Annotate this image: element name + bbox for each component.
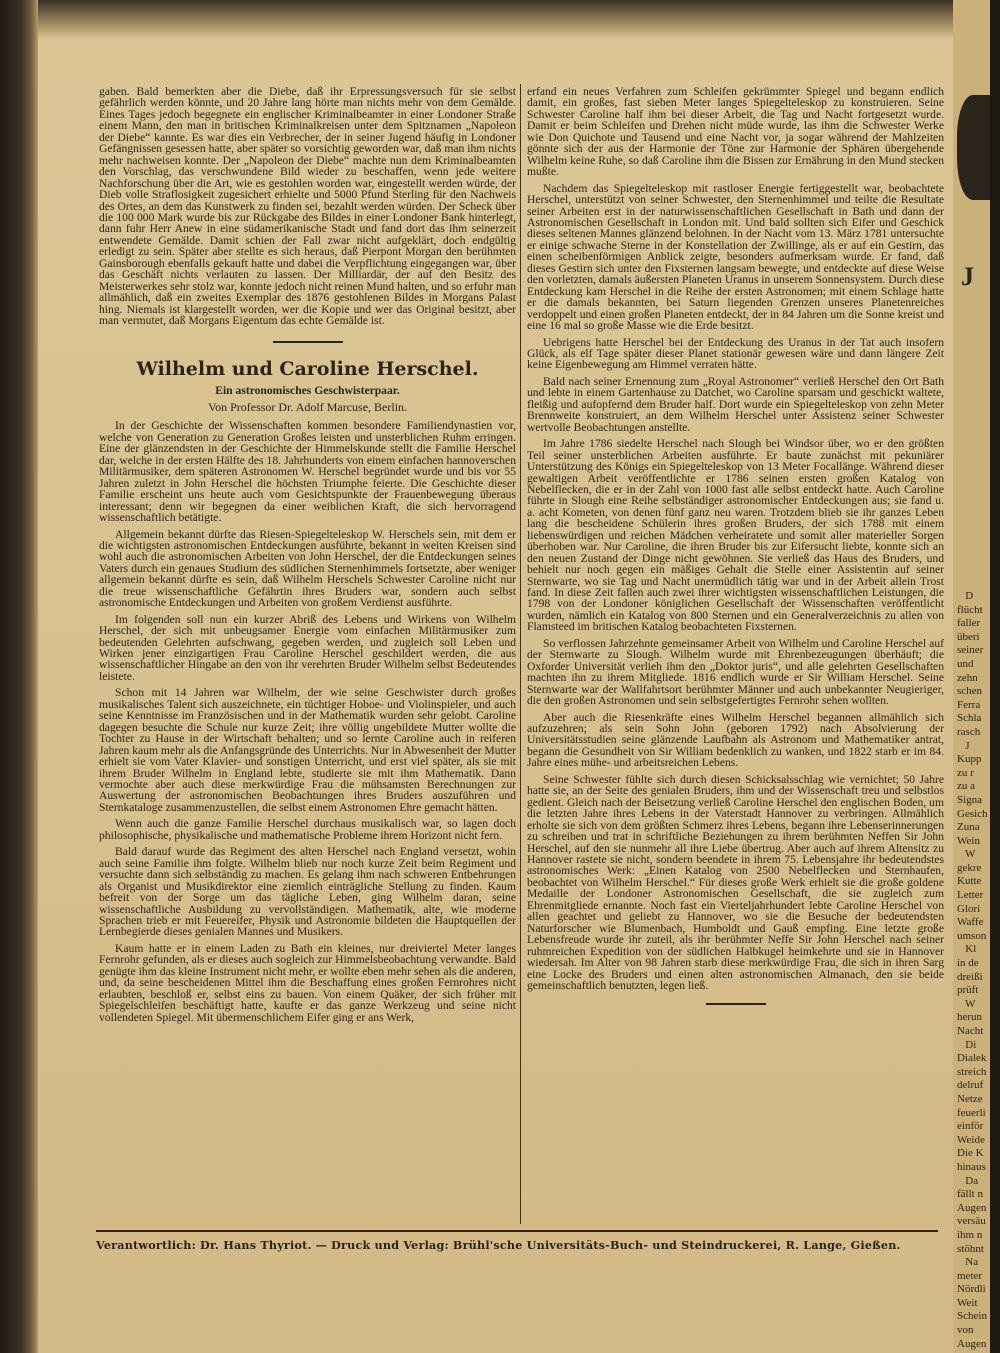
article-paragraph: Uebrigens hatte Herschel bei der Entdeckung des Uranus in der Tat auch insofern Glück, als elf Tage später dieser Planet stationär gewesen wäre und dann längere Zeit keine Eigenbewegung am Himmel verraten hätte. [527, 335, 944, 372]
article-paragraph: Im Jahre 1786 siedelte Herschel nach Slough bei Windsor über, wo er den größten Teil seiner unsterblichen Arbeiten ausführte. Er baute zunächst mit pekuniärer Unterstützung des Königs ein Spiegelteleskop von 13 Meter Focallänge. Während dieser gewaltigen Arbeit veröffentlichte er 1786 seinen ersten großen Katalog von Nebelflecken, die er in der Zahl von 1000 fast alle selbst entdeckt hatte. Auch Caroline führte in Slough eine Reihe selbständiger astronomischer Entdeckungen aus; sie fand u. a. acht Kometen, von denen fünf ganz neu waren. Trotzdem blieb sie ihr ganzes Leben lang die bescheidene Schülerin ihres großen Bruders, der sich 1788 mit einem liebenswürdigen und reichen Mädchen verheiratete und somit aller materieller Sorgen überhoben war. Nur Caroline, die ihren Bruder bis zur Eifersucht liebte, konnte sich an den neuen Zustand der Dinge nicht gewöhnen. Sie verließ das Haus des Bruders, und behielt nur noch gegen ein mäßiges Gehalt die Stelle einer Assistentin auf seiner Sternwarte, wo sie Tag und Nacht unermüdlich tätig war und in der Arbeit allein Trost fand. In diese Zeit fallen auch zwei ihrer wichtigsten wissenschaftlichen Leistungen, die 1798 von der Londoner königlichen Gesellschaft der Wissenschaften veröffentlicht wurden, nämlich ein Katalog von 800 Sternen und ein Generalverzeichnis zu allen von Flamsteed im britischen Katalog beobachteten Fixsternen. [527, 437, 944, 634]
article-paragraph: Bald darauf wurde das Regiment des alten Herschel nach England versetzt, wohin auch seine Familie ihm folgte. Wilhelm blieb nur noch kurze Zeit beim Regiment und versuchte dann sich selbständig zu machen. Es gelang ihm nach schweren Entbehrungen als Organist und Musikdirektor eine ziemlich einträgliche Stellung zu finden. Kaum befreit von der Sorge um das tägliche Leben, ging Wilhelm daran, seine wissenschaftliche Ausbildung zu vervollständigen. Mathematik, alte, wie moderne Sprachen trieb er mit Feuereifer, Physik und Astronomie bildeten die Hauptquellen der Lernbegierde dieses genialen Mannes und Musikers. [99, 845, 516, 939]
adjacent-page-fragments: D flücht faller überi seiner und zehn schen Ferra Schla rasch J Kupp zu r zu a Signa Gesich Zuna Wein W gekre Kutte Letter Glori Waffe umson Kl in de dreißi prüft W herun Nacht Di Dialek streich delruf Netze feuerli einför Weide Die K hinaus Da fällt n Augen versäu ihm n stöhnt Na meter Nördli Weit Schein von Augen [957, 590, 988, 1350]
previous-article-tail: gaben. Bald bemerkten aber die Diebe, daß ihr Erpressungsversuch für sie selbst gefährlich werden könnte, und 20 Jahre lang hörte man nichts mehr von dem Gemälde. Eines Tages jedoch begegnete ein englischer Kriminalbeamter in einer Londoner Straße einem Mann, den man in britischen Kriminalkreisen unter dem Spitznamen „Napoleon der Diebe“ kannte. Es war dies ein Verbrecher, der in seiner Jugend häufig in Londoner Gefängnissen gesessen hatte, aber später so vorsichtig geworden war, daß man ihm nichts mehr nachweisen konnte. Der „Napoleon der Diebe“ machte nun dem Kriminalbeamten den Vorschlag, das verschwundene Bild wieder zu beschaffen, wenn jede weitere Nachforschung über die Art, wie es gestohlen worden war, eingestellt werden würde, der Dieb volle Straflosigkeit zugesichert erhielte und 5000 Pfund Sterling für den Nachweis des Ortes, an dem das Kunstwerk zu finden sei, bezahlt werden würden. Der Scheck über die 100 000 Mark wurde bis zur Rückgabe des Bildes in einer Londoner Bank hinterlegt, dann fuhr Herr Anew in eine südamerikanische Stadt und fand dort das ihm seinerzeit entwendete Gemälde. Damit schien der Fall zwar nicht aufgeklärt, doch endgültig erledigt zu sein. Später aber stellte es sich heraus, daß Pierpont Morgan den berühmten Gainsborough ebenfalls gekauft hatte und dabei die Verpflichtung eingegangen war, über das Geschäft nichts verlauten zu lassen. Der Milliardär, der auf den Besitz des Meisterwerkes sehr stolz war, konnte jedoch nicht reinen Mund halten, und so erfuhr man allmählich, daß ein zweites Exemplar des 1876 gestohlenen Bildes in Morgans Palast hing. Niemals ist klargestellt worden, wer die Kopie und wer das Original besitzt, aber man vermutet, daß Morgans Eigentum das echte Gemälde ist. [99, 85, 516, 328]
column-divider [520, 84, 521, 1224]
article-end-rule [706, 1003, 766, 1005]
article-subtitle: Ein astronomisches Geschwisterpaar. [215, 383, 400, 397]
article-paragraph: Aber auch die Riesenkräfte eines Wilhelm Herschel begannen allmählich sich aufzuzehren; als sein Sohn John (geboren 1792) nach Absolvierung der Universitätsstudien seine glänzende Laufbahn als Astronom und Mathematiker antrat, begann die Gesundheit von Sir William bedenklich zu wanken, und 1822 starb er im 84. Jahre eines mühe- und arbeitsreichen Lebens. [527, 710, 944, 770]
page-top-shadow [38, 0, 953, 40]
article-paragraph: Kaum hatte er in einem Laden zu Bath ein kleines, nur dreiviertel Meter langes Fernrohr gefunden, als er dieses auch sogleich zur Himmelsbeobachtung verwandte. Bald genügte ihm das kleine Instrument nicht mehr, er wollte eben mehr sehen als die anderen, und, da seine bescheidenen Mittel ihm die Beschaffung eines großen Fernrohres nicht erlaubten, beschloß er, selbst eins zu bauen. Von einem Quäker, der sich früher mit Spiegelschleifen beschäftigt hatte, kaufte er das ganze Werkzeug und seine nicht vollendeten Spiegel. Mit übermenschlichem Eifer ging er ans Werk, [99, 941, 516, 1024]
article-paragraph: Schon mit 14 Jahren war Wilhelm, der wie seine Geschwister durch großes musikalisches Talent sich auszeichnete, ein tüchtiger Hoboe- und Violinspieler, und auch seine Kenntnisse im Französischen und in der Mathematik wurden sehr gelobt. Caroline dagegen besuchte die Schule nur kurze Zeit; ihre völlig ungebildete Mutter wollte die Tochter zu Hause in der Wirtschaft behalten; und so lernte Caroline auch in reiferen Jahren kaum mehr als die Anfangsgründe des Unterrichts. Nur in Abwesenheit der Mutter erhielt sie vom Vater Klavier- und sonstigen Unterricht, und erst viel später, als sie mit ihrem Bruder Wilhelm in England lebte, studierte sie mit ihm Mathematik. Dann vermochte aber auch diese merkwürdige Frau die mühsamsten Berechnungen zur Auswertung der astronomischen Beobachtungen ihres Bruders auszuführen und Sternkataloge zusammenzustellen, die selbst einem Astronomen Ehre gemacht hätten. [99, 686, 516, 814]
adjacent-heading-letter: J [961, 262, 974, 291]
article-byline: Von Professor Dr. Adolf Marcuse, Berlin. [207, 399, 408, 414]
article-paragraph: Allgemein bekannt dürfte das Riesen-Spiegelteleskop W. Herschels sein, mit dem er die wichtigsten astronomischen Entdeckungen ausführte, bekannt in weiten Kreisen sind wohl auch die astronomischen Arbeiten von John Herschel, der die Entdeckungen seines Vaters durch ein genaues Studium des südlichen Sternenhimmels fortsetzte, aber weniger allgemein bekannt dürfte es sein, daß Wilhelm Herschels Schwester Caroline nicht nur die treue wissenschaftliche Gefährtin ihres Bruders war, sondern auch selbst astronomische Entdeckungen und Arbeiten von großem Verdienst ausführte. [99, 527, 516, 610]
page-edge [990, 0, 1000, 1353]
imprint-footer: Verantwortlich: Dr. Hans Thyriot. — Druck und Verlag: Brühl'sche Universitäts-Buch- und Steindruckerei, R. Lange, Gießen. [96, 1238, 901, 1252]
article-paragraph: erfand ein neues Verfahren zum Schleifen gekrümmter Spiegel und begann endlich damit, ein großes, fast sieben Meter langes Spiegelteleskop zu konstruieren. Seine Schwester Caroline half ihm bei dieser Arbeit, die Tag und Nacht fortgesetzt wurde. Damit er beim Schleifen und Drehen nicht müde wurde, las ihm die Schwester Werke wie Don Quichote und Tausend und eine Nacht vor, ja sogar während der Mahlzeiten gönnte sich der aus der Harmonie der Töne zur Harmonie der Sphären übergehende Wilhelm keine Ruhe, so daß Caroline ihm die Bissen zur Ernährung in den Mund stecken mußte. [527, 85, 944, 179]
left-column [99, 86, 516, 1028]
footer-rule [96, 1230, 938, 1232]
adjacent-page-strip [953, 0, 1000, 1353]
right-column [527, 86, 944, 1005]
article-title: Wilhelm und Caroline Herschel. [136, 357, 479, 380]
book-binding [0, 0, 38, 1353]
article-paragraph: Wenn auch die ganze Familie Herschel durchaus musikalisch war, so lagen doch philosophische, physikalische und mathematische Probleme ihrem Horizont nicht fern. [99, 817, 516, 842]
article-paragraph: So verflossen Jahrzehnte gemeinsamer Arbeit von Wilhelm und Caroline Herschel auf der Sternwarte zu Slough. Wilhelm wurde mit Ehrenbezeugungen überhäuft; die Oxforder Universität verlieh ihm den „Doktor juris“, und alle gelehrten Gesellschaften machten ihn zu ihrem Mitgliede. 1816 endlich wurde er Sir William Herschel. Seine Sternwarte war der Wallfahrtsort berühmter Männer und auch unbekannter Neugieriger, die den großen Astronomen und sein selbstgefertigtes Fernrohr sehen wollten. [527, 636, 944, 708]
article-paragraph: Seine Schwester fühlte sich durch diesen Schicksalsschlag wie vernichtet; 50 Jahre hatte sie, an der Seite des genialen Bruders, ihm und der Wissenschaft treu und selbstlos gedient. Gleich nach der Beisetzung verließ Caroline Herschel den englischen Boden, um die letzten Jahre ihres Lebens in der Vaterstadt Hannover zu verbringen. Allmählich erholte sie sich von dem größten Schmerz ihres Lebens, begann ihre Lebenserinnerungen zu schreiben und trat in schriftliche Beziehungen zu ihrem berühmten Neffen Sir John Herschel, auf den sie nunmehr all ihre Liebe übertrug. Aber auch auf ihrem Altensitz zu Hannover rastete sie nicht, sondern beendete in ihrem 75. Lebensjahre ihr bedeutendstes astronomisches Werk: „Einen Katalog von 2500 Nebelflecken und Sternhaufen, beobachtet von Wilhelm Herschel.“ Für dieses große Werk erhielt sie die große goldene Medaille der Londoner Astronomischen Gesellschaft, die sie zugleich zum Ehrenmitgliede ernannte. Noch fast ein Vierteljahrhundert lebte Caroline Herschel von allen geachtet und geliebt zu Hannover, wo sie die Besuche der bedeutendsten Naturforscher wie Blumenbach, Humboldt und Gauß empfing. Eine letzte große Lebensfreude wurde ihr zuteil, als ihr berühmter Neffe Sir John Herschel nach seiner ruhmreichen Expedition von der südlichen Halbkugel heimkehrte und sie in Hannover wiedersah. Im Alter von 98 Jahren starb diese merkwürdige Frau, die sich in ihren Sarg eine Locke des Bruders und einen alten astronomischen Almanach, den sie beide gemeinschaftlich benutzten, legen ließ. [527, 772, 944, 992]
article-paragraph: Im folgenden soll nun ein kurzer Abriß des Lebens und Wirkens von Wilhelm Herschel, der sich mit unbeugsamer Energie vom einfachen Militärmusiker zum bedeutenden Gelehrten aufschwang, gegeben werden, und zugleich soll Leben und Wirken jener einzigartigen Frau Caroline Herschel geschildert werden, die aus wissenschaftlicher Hingabe an den von ihr verehrten Bruder Wilhelm selbst Bedeutendes leistete. [99, 612, 516, 683]
article-paragraph: In der Geschichte der Wissenschaften kommen besondere Familiendynastien vor, welche von Generation zu Generation Großes leisten und unsterblichen Ruhm erringen. Eine der glänzendsten in der Geschichte der Himmelskunde stellt die Familie Herschel dar, welche in der ersten Hälfte des 18. Jahrhunderts von einem einfachen hannoverschen Militärmusiker, dem späteren Astronomen W. Herschel begründet wurde und bis vor 55 Jahren zuletzt in John Herschel die höchsten Triumphe feierte. Die Geschichte dieser Familie erscheint uns heute auch vom Gesichtspunkte der Frauenbewegung überaus interessant; denn wir begegnen da einer weiblichen Kraft, die sich hervorragend wissenschaftlich betätigte. [99, 419, 516, 525]
article-separator [273, 341, 343, 343]
article-paragraph: Bald nach seiner Ernennung zum „Royal Astronomer“ verließ Herschel den Ort Bath und lebte in einem Gartenhause zu Datchet, wo Caroline sparsam und geschickt waltete, fleißig und aufopfernd dem Bruder half. Dort wurde ein Spiegelteleskop von zehn Meter Brennweite konstruiert, an dem Wilhelm Herschel unter Assistenz seiner Schwester wertvolle Beobachtungen anstellte. [527, 374, 944, 434]
article-paragraph: Nachdem das Spiegelteleskop mit rastloser Energie fertiggestellt war, beobachtete Herschel, unterstützt von seiner Schwester, den Sternenhimmel und teilte die Resultate seiner Arbeiten erst in der naturwissenschaftlichen Gesellschaft in Bath und dann der Astronomischen Gesellschaft in London mit. Und bald sollten sich Eifer und Geschick dieses seltenen Mannes glänzend belohnen. In der Nacht vom 13. März 1781 untersuchte er einige schwache Sterne in der Konstellation der Zwillinge, als er auf ein Gestirn, das einen scheibenförmigen Anblick zeigte, besonders aufmerksam wurde. Er fand, daß dieses Gestirn sich unter den Fixsternen langsam bewegte, und entdeckte auf diese Weise den vorletzten, damals äußersten Planeten Uranus in unserem Sonnensystem. Durch diese Entdeckung kam Herschel in die Reihe der ersten Astronomen; mit einem Schlage hatte er die damals bekannten, bei Saturn liegenden Grenzen unseres Planetenreiches verdoppelt und einen großen Planeten entdeckt, der in 84 Jahren um die Sonne kreist und eine 16 mal so große Masse wie die Erde besitzt. [527, 181, 944, 333]
